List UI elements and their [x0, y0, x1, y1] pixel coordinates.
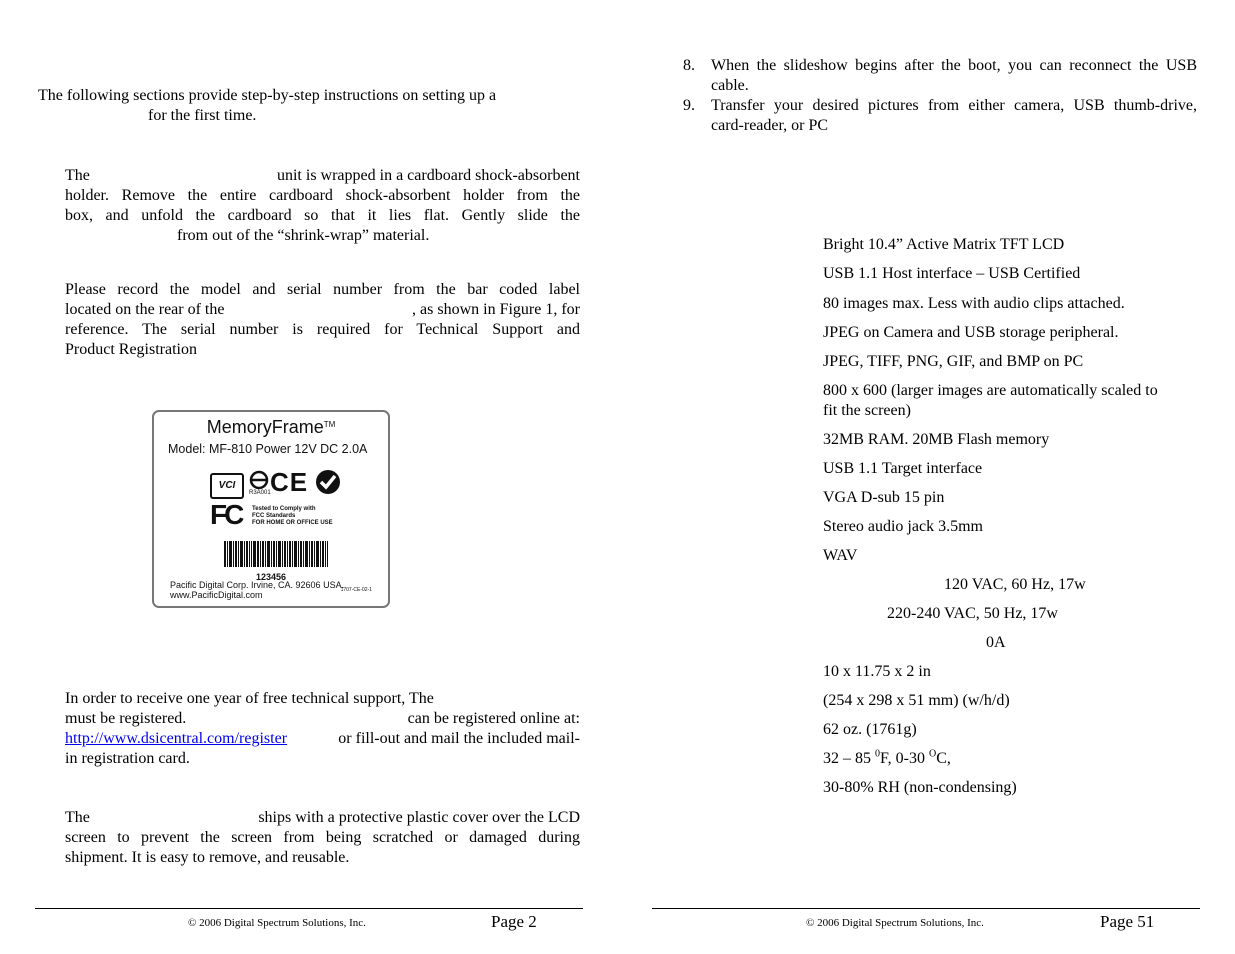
spec-resolution: 800 x 600 (larger images are automatically scaled to fit the screen): [823, 382, 1158, 419]
label-serial: 123456: [256, 572, 287, 582]
label-model-line: Model: MF-810 Power 12V DC 2.0A: [168, 442, 368, 456]
unpack-paragraph: The unit is wrapped in a cardboard shock-absorbent holder. Remove the entire cardboard shock-absorbent holder from the box, and unfold the cardboard so that it lies flat. Gently slide the from out of the “shrink-wrap” material.: [65, 167, 580, 244]
product-label-image: MemoryFrame™ Model: MF-810 Power 12V DC 2.0A VCI R3A001 CE FC Tested to Comply with FCC Standards FOR HOME OR OFFICE USE 123456 Pacific Digital Corp. Irvine, CA. 92606 USA. www.PacificDigital.com 1707-CE-02-1: [152, 410, 390, 608]
spec-audio-format: WAV: [823, 547, 858, 564]
right-footer-copyright: © 2006 Digital Spectrum Solutions, Inc.: [806, 917, 984, 929]
right-footer-rule: [652, 908, 1200, 909]
spec-usb-host: USB 1.1 Host interface – USB Certified: [823, 265, 1081, 282]
spec-pc-formats: JPEG, TIFF, PNG, GIF, and BMP on PC: [823, 353, 1084, 370]
approval-mark-icon: [249, 470, 269, 490]
spec-humidity: 30-80% RH (non-condensing): [823, 779, 1017, 796]
list-item: When the slideshow begins after the boot, you can reconnect the USB cable.: [711, 57, 1197, 94]
spec-camera-formats: JPEG on Camera and USB storage peripheral.: [823, 324, 1119, 341]
spec-vga: VGA D-sub 15 pin: [823, 489, 945, 506]
label-brand: MemoryFrame™: [206, 417, 336, 437]
spec-weight: 62 oz. (1761g): [823, 721, 917, 738]
left-page-number: Page 2: [491, 912, 537, 931]
register-paragraph: In order to receive one year of free technical support, The must be registered. can be registered online at: http://www.dsicentral.com/register or fill-out and mail the included mail- in registration card.: [65, 690, 580, 767]
record-paragraph: Please record the model and serial number from the bar coded label located on the rear of the , as shown in Figure 1, for reference. The serial number is required for Technical Support and Product Registration: [65, 281, 580, 358]
spec-audio-jack: Stereo audio jack 3.5mm: [823, 518, 983, 535]
left-footer-copyright: © 2006 Digital Spectrum Solutions, Inc.: [188, 917, 366, 929]
spec-dimensions-mm: (254 x 298 x 51 mm) (w/h/d): [823, 692, 1010, 709]
spec-power-us: 120 VAC, 60 Hz, 17w: [944, 576, 1086, 593]
spec-dimensions-in: 10 x 11.75 x 2 in: [823, 663, 931, 680]
spec-memory: 32MB RAM. 20MB Flash memory: [823, 431, 1050, 448]
spec-current: 0A: [986, 634, 1006, 651]
register-link[interactable]: http://www.dsicentral.com/register: [65, 730, 288, 747]
spec-temperature: 32 – 85 $^0$F, 0-30 $^O$C,: [823, 748, 951, 767]
barcode-icon: [224, 541, 328, 567]
label-address: Pacific Digital Corp. Irvine, CA. 92606 USA. www.PacificDigital.com: [170, 580, 345, 600]
left-footer-rule: [35, 908, 583, 909]
spec-power-eu: 220-240 VAC, 50 Hz, 17w: [887, 605, 1058, 622]
list-item: Transfer your desired pictures from either camera, USB thumb-drive, card-reader, or PC: [711, 97, 1197, 134]
spec-usb-target: USB 1.1 Target interface: [823, 460, 983, 477]
ce-mark-icon: CE: [270, 467, 309, 497]
right-page-number: Page 51: [1100, 912, 1155, 931]
fcc-logo-icon: FC: [210, 499, 242, 530]
spec-display: Bright 10.4” Active Matrix TFT LCD: [823, 236, 1065, 253]
vci-logo-icon: VCI: [210, 473, 244, 499]
c-tick-icon: [315, 469, 341, 495]
intro-text: The following sections provide step-by-step instructions on setting up a for the first time.: [38, 87, 497, 124]
cover-paragraph: The ships with a protective plastic cover over the LCD screen to prevent the screen from being scratched or damaged during shipment. It is easy to remove, and reusable.: [65, 809, 580, 866]
spec-images: 80 images max. Less with audio clips attached.: [823, 295, 1125, 312]
